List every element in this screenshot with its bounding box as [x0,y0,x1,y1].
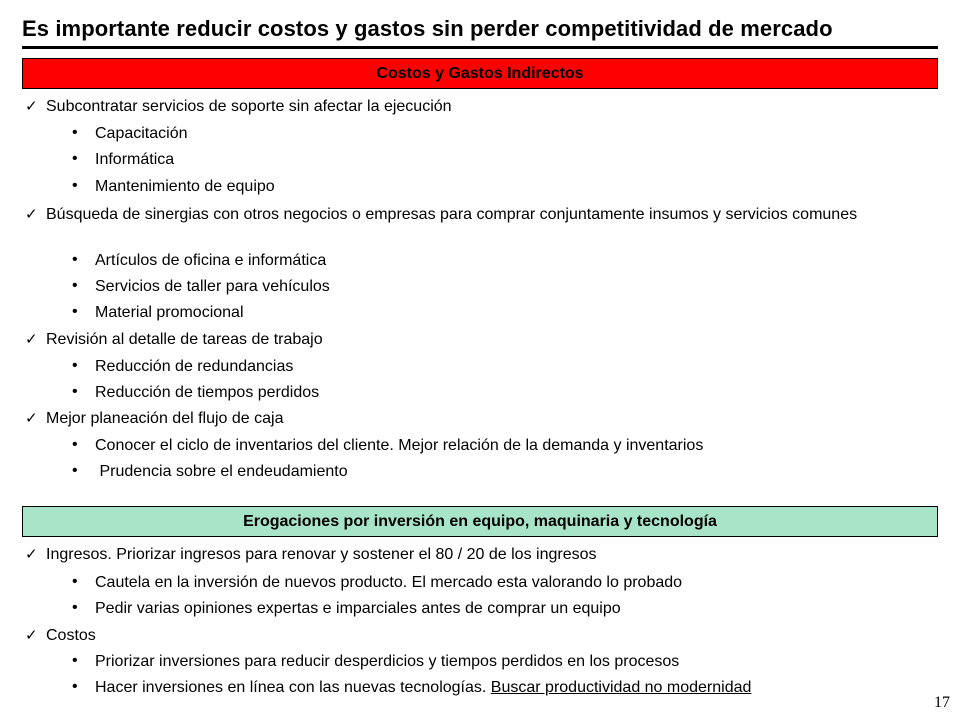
bullet-item: Cautela en la inversión de nuevos producto. El mercado esta valorando lo probado [95,574,683,591]
bullet-item-text: Hacer inversiones en línea con las nuevas tecnologías. [95,679,491,696]
bullet-item: Priorizar inversiones para reducir desperdicios y tiempos perdidos en los procesos [95,653,680,670]
bullet-icon: • [72,383,78,400]
bullet-item: Conocer el ciclo de inventarios del cliente. Mejor relación de la demanda y inventarios [95,437,704,454]
bullet-item: Servicios de taller para vehículos [95,278,330,295]
check-icon: ✓ [25,98,38,115]
bullet-item: Informática [95,151,175,168]
check-icon: ✓ [25,331,38,348]
check-item: Ingresos. Priorizar ingresos para renovar y sostener el 80 / 20 de los ingresos [46,546,597,563]
bullet-icon: • [72,436,78,453]
check-item: Búsqueda de sinergias con otros negocios o empresas para comprar conjuntamente insumos y servicios comunes [46,206,858,223]
page-number: 17 [934,694,950,711]
bullet-item: Reducción de redundancias [95,358,294,375]
check-icon: ✓ [25,546,38,563]
bullet-icon: • [72,652,78,669]
check-icon: ✓ [25,627,38,644]
check-icon: ✓ [25,206,38,223]
bullet-item: Material promocional [95,304,244,321]
bullet-icon: • [72,150,78,167]
bullet-icon: • [72,177,78,194]
bullet-icon: • [72,251,78,268]
check-item: Revisión al detalle de tareas de trabajo [46,331,323,348]
bullet-icon: • [72,303,78,320]
bullet-icon: • [72,357,78,374]
bullet-item: Pedir varias opiniones expertas e imparciales antes de comprar un equipo [95,600,621,617]
emphasis-text: Buscar productividad no modernidad [490,679,752,696]
bullet-item: Prudencia sobre el endeudamiento [95,463,348,480]
bullet-item: Reducción de tiempos perdidos [95,384,320,401]
bullet-icon: • [72,573,78,590]
bullet-item: Artículos de oficina e informática [95,252,327,269]
bullet-item: Capacitación [95,125,188,142]
section-heading-indirect-costs: Costos y Gastos Indirectos [22,58,938,89]
title-divider [22,46,938,49]
bullet-item: Mantenimiento de equipo [95,178,275,195]
bullet-item [95,678,751,698]
check-item: Mejor planeación del flujo de caja [46,410,284,427]
bullet-icon: • [72,462,78,479]
bullet-icon: • [72,124,78,141]
slide-title: Es importante reducir costos y gastos sin perder competitividad de mercado [22,16,833,41]
section-heading-investment: Erogaciones por inversión en equipo, maquinaria y tecnología [22,506,938,537]
check-item: Costos [46,627,96,644]
bullet-icon: • [72,678,78,695]
bullet-icon: • [72,599,78,616]
check-icon: ✓ [25,410,38,427]
check-item: Subcontratar servicios de soporte sin afectar la ejecución [46,98,452,115]
bullet-icon: • [72,277,78,294]
